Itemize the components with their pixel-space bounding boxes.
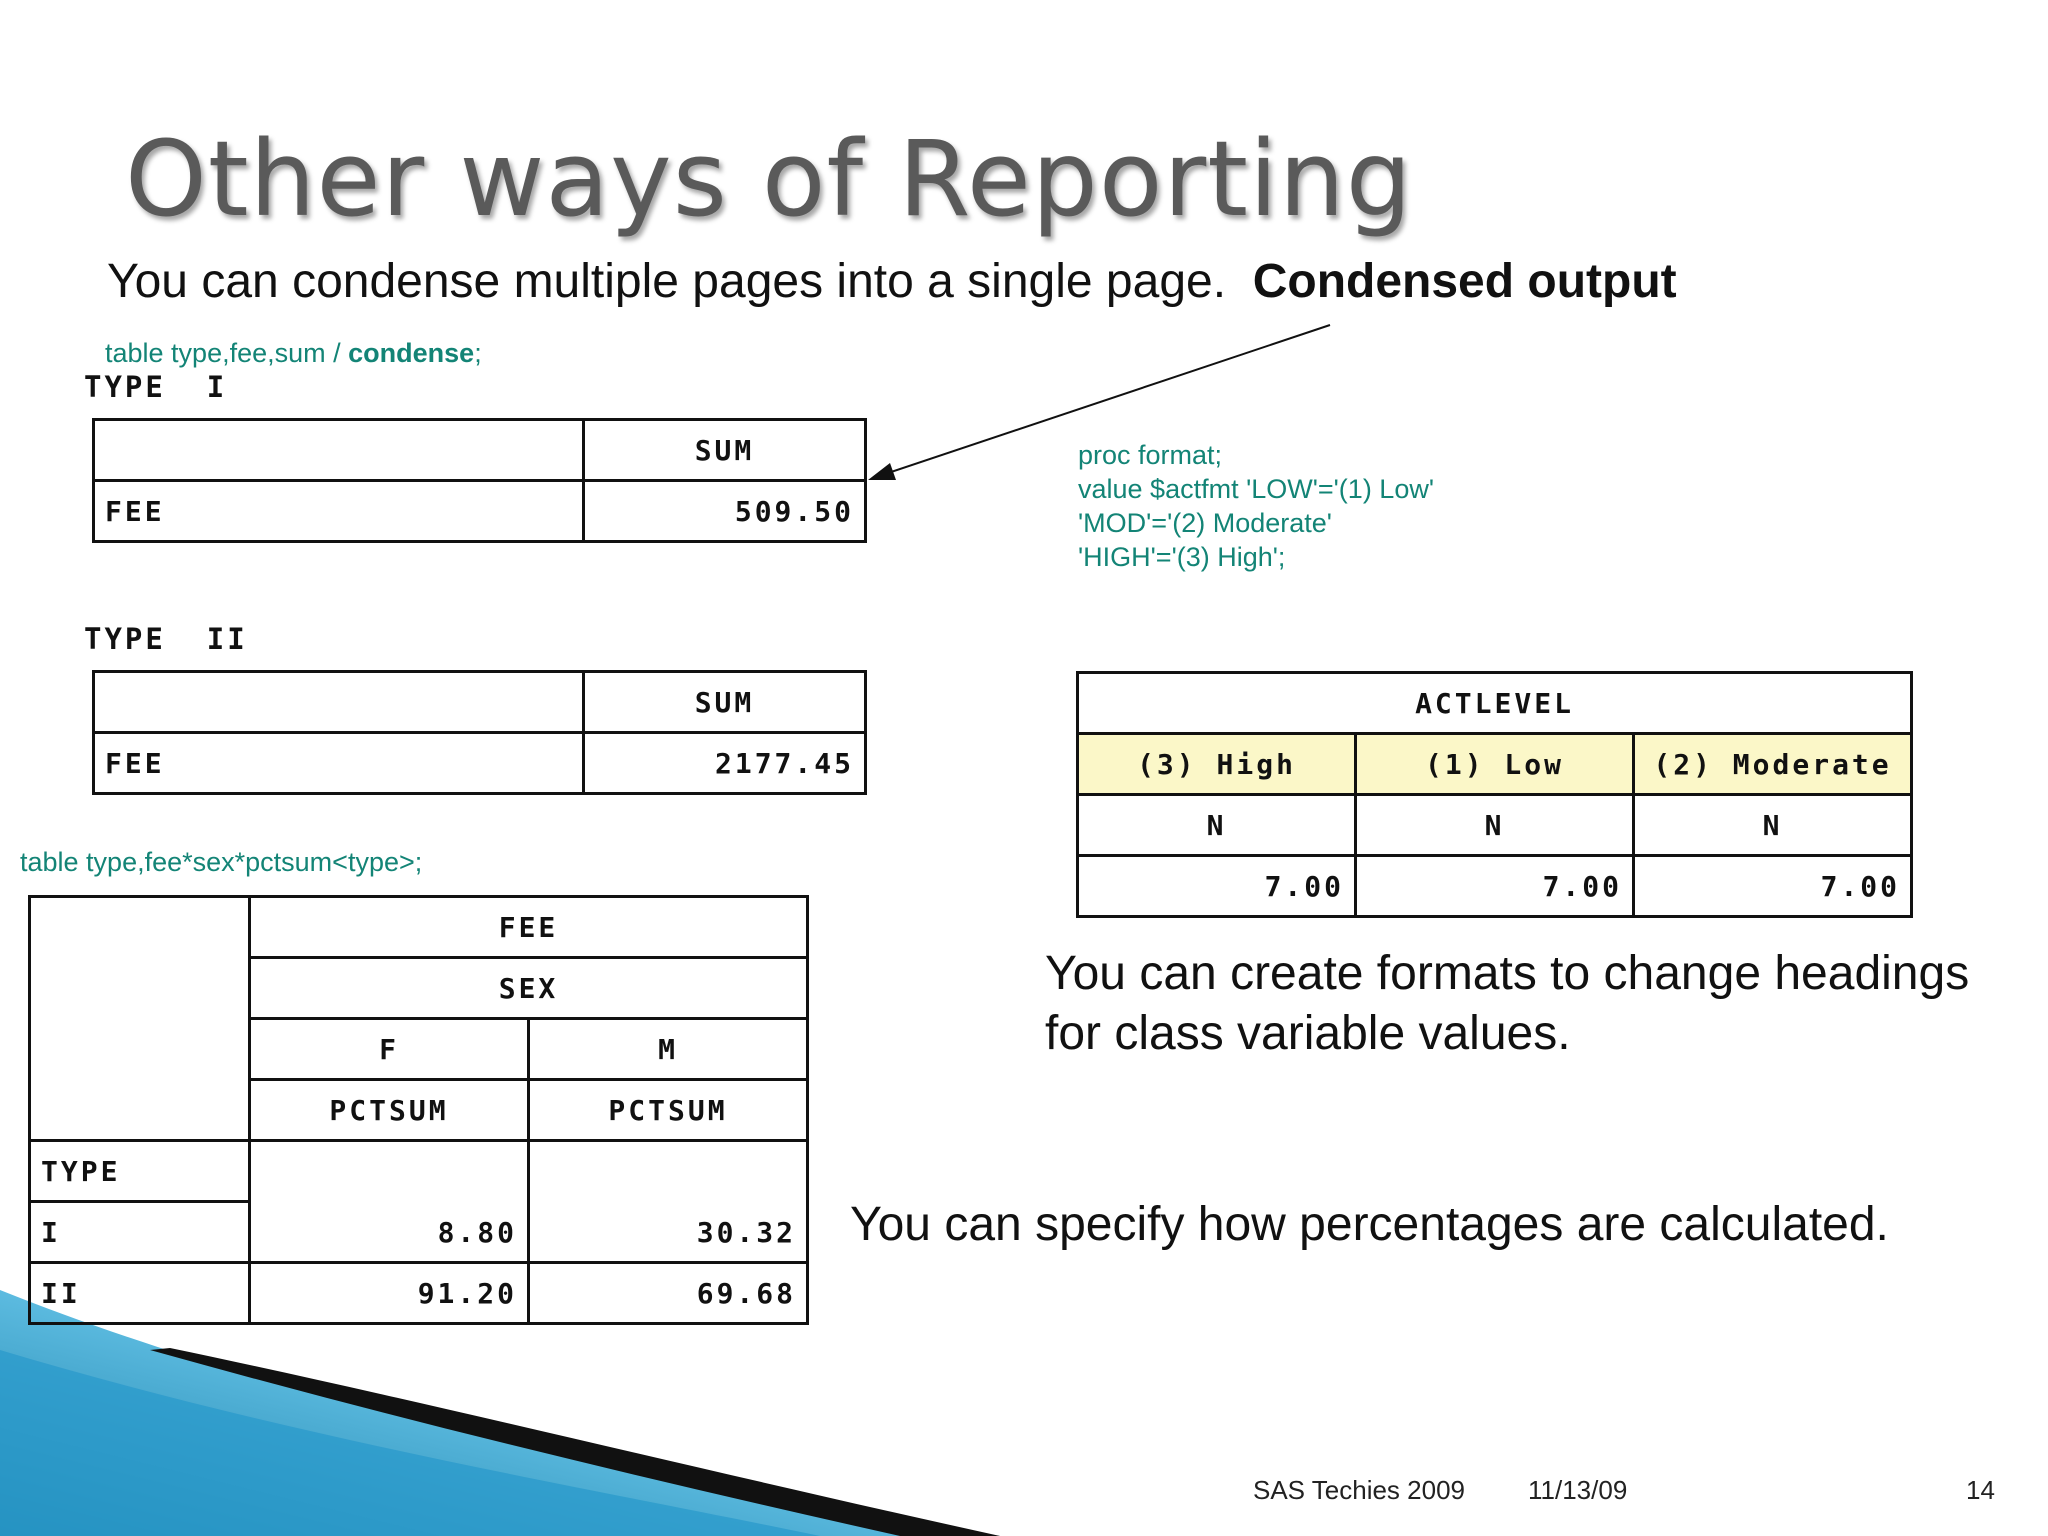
- footer-org: SAS Techies 2009: [1253, 1475, 1465, 1505]
- slide-title: Other ways of Reporting: [125, 118, 1413, 240]
- code-line: proc format;: [1078, 440, 1223, 470]
- code-line: 'MOD'='(2) Moderate': [1078, 508, 1332, 538]
- level-header: (3) High: [1078, 734, 1356, 795]
- formats-line1: You can create formats to change headings: [1045, 947, 1970, 1000]
- row-label: II: [30, 1263, 250, 1324]
- pct-code: table type,fee*sex*pctsum<type>;: [20, 847, 423, 877]
- row-label: FEE: [94, 733, 584, 794]
- intro-plain: You can condense multiple pages into a single page.: [107, 255, 1227, 308]
- intro-text: [107, 252, 1677, 312]
- actlevel-header: ACTLEVEL: [1078, 673, 1912, 734]
- table-cell: 30.32: [529, 1141, 808, 1263]
- pctsum-table: [28, 895, 809, 1325]
- table-cell: 2177.45: [584, 733, 866, 794]
- pctsum-header: PCTSUM: [529, 1080, 808, 1141]
- table-cell: 91.20: [250, 1263, 529, 1324]
- condensed-output-label: Condensed output: [1252, 255, 1677, 308]
- actlevel-table: [1076, 671, 1913, 918]
- percent-text: You can specify how percentages are calculated.: [850, 1198, 1889, 1251]
- condense-keyword: condense: [348, 338, 475, 368]
- type2-table: [92, 670, 867, 795]
- footer-page-number: 14: [1966, 1475, 1995, 1505]
- type1-table: [92, 418, 867, 543]
- type1-label: TYPE I: [84, 370, 228, 404]
- type2-label: TYPE II: [84, 622, 248, 656]
- table-cell: 7.00: [1356, 856, 1634, 917]
- level-header: (2) Moderate: [1634, 734, 1912, 795]
- f-header: F: [250, 1019, 529, 1080]
- empty-corner: [30, 897, 250, 1141]
- table-cell: 509.50: [584, 481, 866, 542]
- formats-text: [1045, 944, 1969, 1064]
- type-header: TYPE: [30, 1141, 250, 1202]
- column-header: SUM: [584, 420, 866, 481]
- table-cell: 8.80: [250, 1141, 529, 1263]
- code-line: 'HIGH'='(3) High';: [1078, 542, 1286, 572]
- table-cell: 7.00: [1634, 856, 1912, 917]
- table-cell: 69.68: [529, 1263, 808, 1324]
- footer-date: 11/13/09: [1528, 1475, 1628, 1505]
- row-label: I: [30, 1202, 250, 1263]
- table-cell: 7.00: [1078, 856, 1356, 917]
- m-header: M: [529, 1019, 808, 1080]
- stat-header: N: [1634, 795, 1912, 856]
- pctsum-header: PCTSUM: [250, 1080, 529, 1141]
- formats-line2: for class variable values.: [1045, 1007, 1571, 1060]
- stat-header: N: [1356, 795, 1634, 856]
- fee-header: FEE: [250, 897, 808, 958]
- condense-code: [105, 336, 482, 370]
- empty-cell: [94, 420, 584, 481]
- code-text: ;: [474, 338, 482, 368]
- empty-cell: [94, 672, 584, 733]
- level-header: (1) Low: [1356, 734, 1634, 795]
- column-header: SUM: [584, 672, 866, 733]
- code-text: table type,fee,sum /: [105, 338, 349, 368]
- sex-header: SEX: [250, 958, 808, 1019]
- stat-header: N: [1078, 795, 1356, 856]
- proc-format-code: [1078, 438, 1434, 574]
- row-label: FEE: [94, 481, 584, 542]
- code-line: value $actfmt 'LOW'='(1) Low': [1078, 474, 1434, 504]
